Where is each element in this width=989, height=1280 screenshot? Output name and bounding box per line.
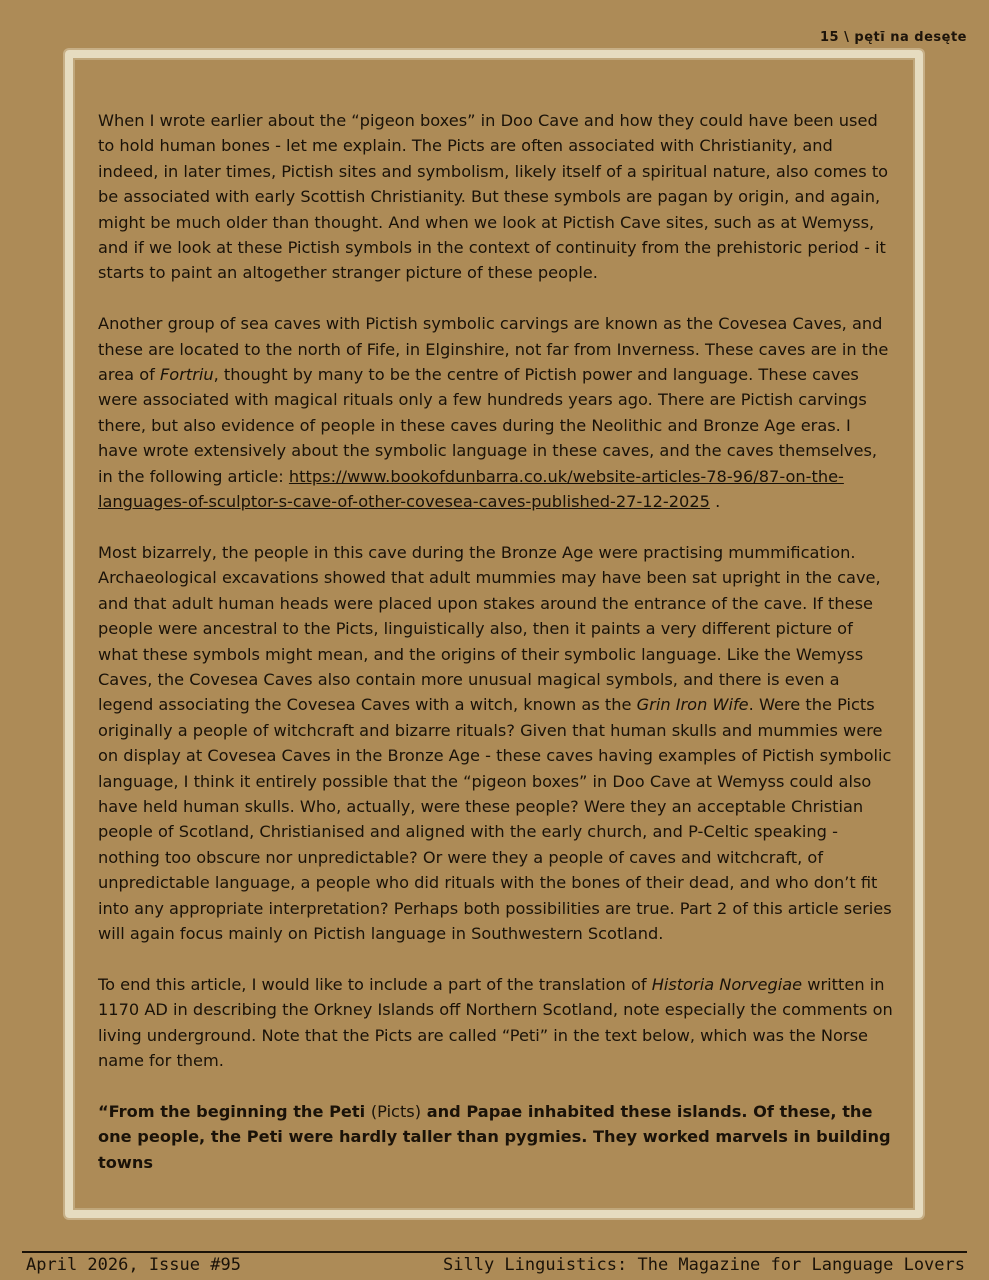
paragraph-4-text-a: To end this article, I would like to include a part of the translation of	[98, 974, 652, 994]
paragraph-1-text: When I wrote earlier about the “pigeon boxes” in Doo Cave and how they could have been used to hold human bones - let me explain. The Picts are often associated with Christianity, and indeed, in later times, Pictish sites and symbolism, likely itself of a spiritual nature, also comes to be associated with early Scottish Christianity. But these symbols are pagan by origin, and again, might be much older than thought. And when we look at Pictish Cave sites, such as at Wemyss, and if we look at these Pictish symbols in the context of continuity from the prehistoric period - it starts to paint an altogether stranger picture of these people.	[98, 111, 889, 283]
grin-iron-wife-term: Grin Iron Wife	[636, 695, 749, 715]
paragraph-3-text-a: Most bizarrely, the people in this cave during the Bronze Age were practising mummification. Archaeological excavations showed that adult mummies may have been sat upright in the cave, and that adult human heads were placed upon stakes around the entrance of the cave. If these people were ancestral to the Picts, linguistically also, then it paints a very different picture of what these symbols might mean, and the origins of their symbolic language. Like the Wemyss Caves, the Covesea Caves also contain more unusual magical symbols, and there is even a legend associating the Covesea Caves with a witch, known as the	[98, 542, 881, 715]
paragraph-4-text-b: written in 1170 AD in describing the Orkney Islands off Northern Scotland, note especially the comments on living underground. Note that the Picts are called “Peti” in the text below, which was the Norse name for them.	[98, 974, 893, 1070]
paragraph-2-text-a: Another group of sea caves with Pictish symbolic carvings are known as the Covesea Caves, and these are located to the north of Fife, in Elginshire, not far from Inverness. These caves are in the area of	[98, 314, 889, 385]
historia-norvegiae-title: Historia Norvegiae	[651, 974, 803, 994]
article-link[interactable]: https://www.bookofdunbarra.co.uk/website-articles-78-96/87-on-the-languages-of-sculptor-s-cave-of-other-covesea-caves-published-27-12-2025	[98, 466, 844, 512]
paragraph-3	[98, 540, 893, 947]
paragraph-1	[98, 108, 893, 286]
quote-text-a: “From the beginning the Peti	[98, 1101, 371, 1121]
quote-gloss: (Picts)	[370, 1101, 422, 1121]
fortriu-term: Fortriu	[160, 365, 214, 385]
footer-issue: April 2026, Issue #95	[26, 1255, 241, 1275]
paragraph-4	[98, 972, 893, 1074]
article-body	[98, 108, 893, 1200]
footer-divider	[22, 1251, 967, 1253]
quote-text-b: and Papae inhabited these islands. Of these, the one people, the Peti were hardly taller than pygmies. They worked marvels in building towns	[98, 1101, 891, 1172]
footer-magazine-title: Silly Linguistics: The Magazine for Language Lovers	[443, 1255, 965, 1275]
paragraph-3-text-b: . Were the Picts originally a people of witchcraft and bizarre rituals? Given that human skulls and mummies were on display at Covesea Caves in the Bronze Age - these caves having examples of Pictish symbolic language, I think it entirely possible that the “pigeon boxes” in Doo Cave at Wemyss could also have held human skulls. Who, actually, were these people? Were they an acceptable Christian people of Scotland, Christianised and aligned with the early church, and P-Celtic speaking - nothing too obscure nor unpredictable? Or were they a people of caves and witchcraft, of unpredictable language, a people who did rituals with the bones of their dead, and who don’t fit into any appropriate interpretation? Perhaps both possibilities are true. Part 2 of this article series will again focus mainly on Pictish language in Southwestern Scotland.	[98, 695, 892, 943]
paragraph-2	[98, 311, 893, 514]
quote-paragraph	[98, 1099, 893, 1175]
paragraph-2-end: .	[709, 492, 721, 512]
page-number: 15 \ pętī na desęte	[820, 30, 967, 45]
paragraph-2-text-b: , thought by many to be the centre of Pictish power and language. These caves were associated with magical rituals only a few hundreds years ago. There are Pictish carvings there, but also evidence of people in these caves during the Neolithic and Bronze Age eras. I have wrote extensively about the symbolic language in these caves, and the caves themselves, in the following article:	[98, 365, 878, 486]
